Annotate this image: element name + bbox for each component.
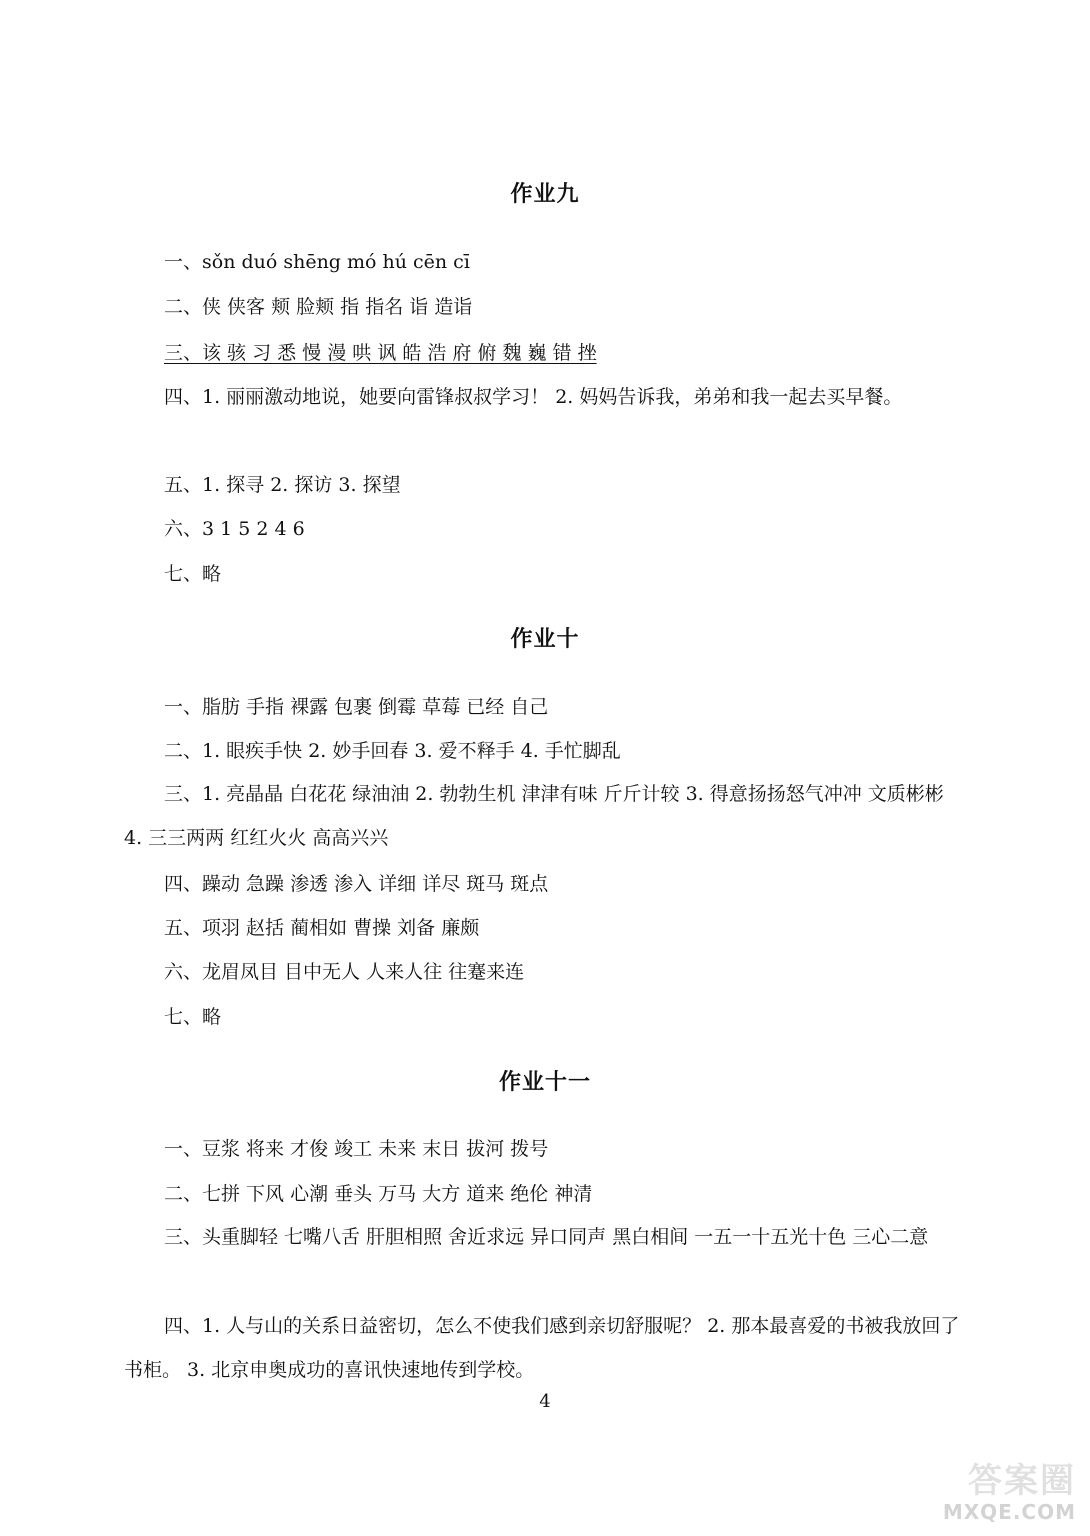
answer-line: 五、1. 探寻 2. 探访 3. 探望 — [164, 474, 401, 496]
answer-line-wrapped: 三、头重脚轻 七嘴八舌 肝胆相照 舍近求远 异口同声 黑白相间 一五一十五光十色 三心二意 — [164, 1226, 929, 1248]
section-title: 作业十一 — [498, 1070, 591, 1095]
page-number: 4 — [539, 1391, 551, 1412]
watermark-text: 答案圈 — [968, 1461, 1076, 1501]
watermark-url: MXQE.COM — [942, 1500, 1076, 1524]
answer-line-underlined: 三、该 骇 习 悉 慢 漫 哄 讽 皓 浩 府 俯 魏 巍 错 挫 — [164, 342, 597, 364]
answer-line: 七、略 — [164, 563, 222, 585]
section-title: 作业九 — [510, 182, 580, 207]
answer-line-wrapped: 四、1. 丽丽激动地说，她要向雷锋叔叔学习！ 2. 妈妈告诉我，弟弟和我一起去买早餐。 — [164, 386, 903, 408]
answer-line: 一、sǒn duó shēng mó hú cēn cī — [164, 251, 470, 273]
answer-line: 五、项羽 赵括 蔺相如 曹操 刘备 廉颇 — [164, 917, 480, 939]
answer-line: 二、七拼 下风 心潮 垂头 万马 大方 道来 绝伦 神清 — [164, 1183, 593, 1205]
answer-line: 二、1. 眼疾手快 2. 妙手回春 3. 爱不释手 4. 手忙脚乱 — [164, 740, 621, 762]
answer-line-wrapped: 三、1. 亮晶晶 白花花 绿油油 2. 勃勃生机 津津有味 斤斤计较 3. 得意扬扬怒气冲冲 文质彬彬 4. 三三两两 红红火火 高高兴兴 — [124, 783, 944, 849]
watermark-logo — [926, 1462, 1076, 1528]
answer-line: 四、躁动 急躁 渗透 渗入 详细 详尽 斑马 斑点 — [164, 873, 549, 895]
answer-line: 六、龙眉凤目 目中无人 人来人往 往蹇来连 — [164, 961, 525, 983]
answer-line: 二、侠 侠客 颊 脸颊 指 指名 诣 造诣 — [164, 296, 473, 318]
section-title: 作业十 — [510, 627, 580, 652]
answer-line: 七、略 — [164, 1006, 222, 1028]
answer-line: 六、3 1 5 2 4 6 — [164, 518, 305, 540]
answer-line-wrapped: 四、1. 人与山的关系日益密切，怎么不使我们感到亲切舒服呢？ 2. 那本最喜爱的书被我放回了书柜。 3. 北京申奥成功的喜讯快速地传到学校。 — [124, 1315, 960, 1381]
answer-line: 一、脂肪 手指 裸露 包裹 倒霉 草莓 已经 自己 — [164, 696, 549, 718]
answer-line: 一、豆浆 将来 才俊 竣工 未来 末日 拔河 拨号 — [164, 1138, 549, 1160]
